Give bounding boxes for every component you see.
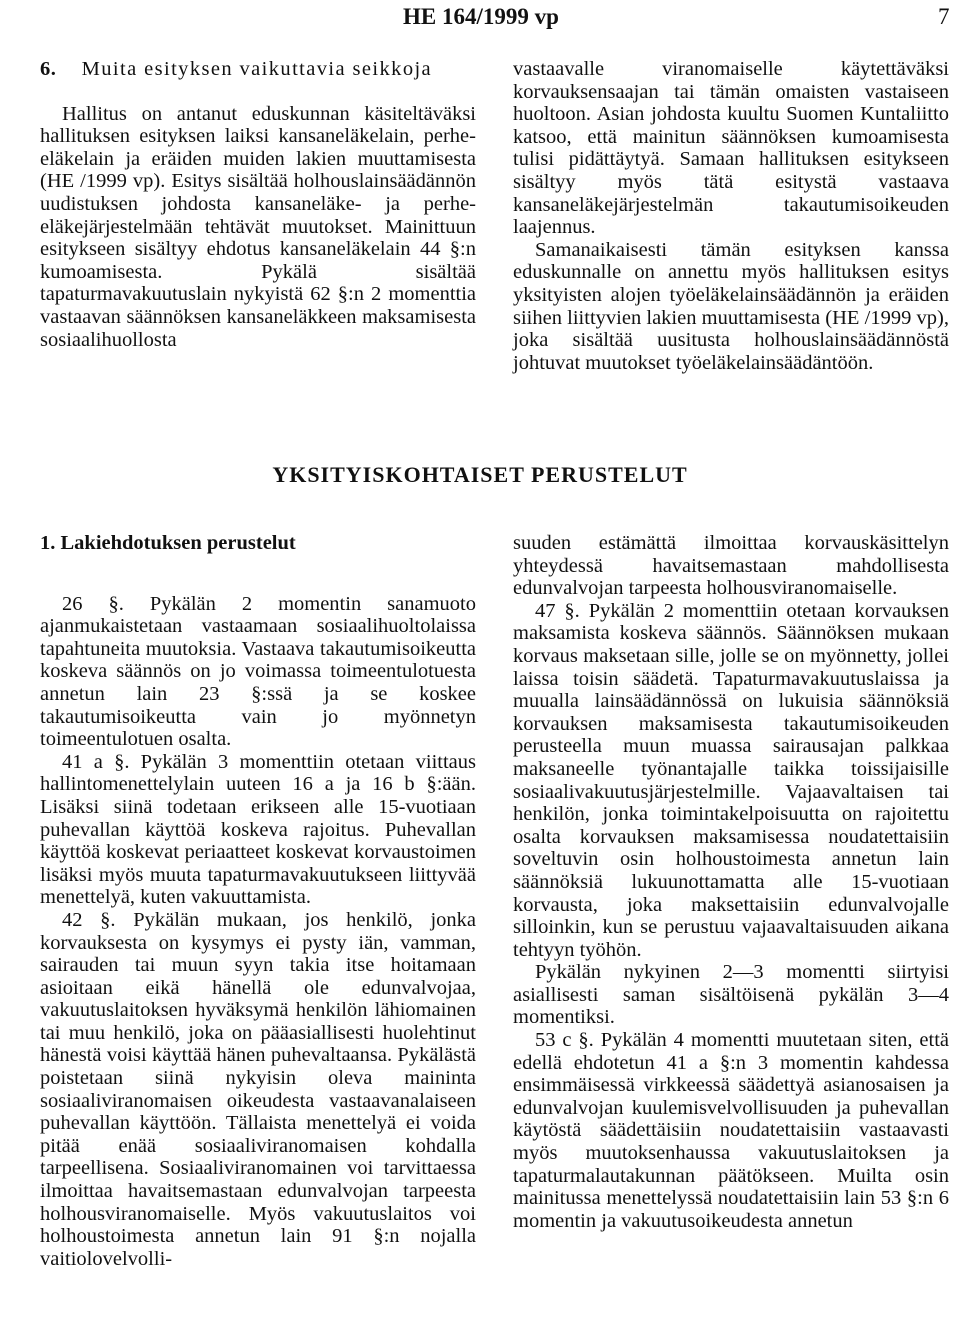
top-left-column — [40, 58, 476, 351]
paragraph: 42 §. Pykälän mukaan, jos henkilö, jonka korvauksesta on kysymys ei pysty iän, vamman, sairauden tai muun syyn takia itse hoitamaan asioitaan eikä hänellä ole edunvalvojaa, vakuutuslaitoksen hyväksymä henkilön lähiomainen tai muu henkilö, joka on pääasiallisesti huolehtinut hänestä voisi käyttää hänen puhevaltaansa. Pykälästä poistetaan siinä nykyisin oleva maininta sosiaaliviranomaisen oikeudesta vastaavanalaiseen puhevallan käyttöön. Tällaista menettelyä ei voida pitää enää sosiaaliviranomaisen kohdalla tarpeellisena. Sosiaaliviranomainen voi tarvittaessa ilmoittaa havaitsemastaan edunvalvojan tarpeesta holhousviranomaiselle. Myös vakuutuslaitos voi holhoustoimesta annetun lain 91 §:n nojalla vaitiolovelvolli- — [40, 908, 476, 1270]
top-right-column — [513, 58, 949, 374]
paragraph: Samanaikaisesti tämän esityksen kanssa eduskunnalle on annettu myös hallituksen esitys yksityisten alojen työeläkelainsäädännön ja eräiden siihen liittyvien lakien muuttamisesta (HE /1999 vp), joka sisältää uusitusta holhouslainsäädännöstä johtuvat muutokset työeläkelainsäädäntöön. — [513, 238, 949, 374]
paragraph: vastaavalle viranomaiselle käytettäväksi korvauksensaajan tai tämän omaisten vastaiseen huoltoon. Asian johdosta kuultu Suomen Kuntaliitto katsoo, että mainitun säännöksen kumoamisesta tulisi pidättäytyä. Samaan hallituksen esitykseen sisältyy myös tätä esitystä vastaava kansaneläkejärjestelmän takautumisoikeuden laajennus. — [513, 58, 949, 239]
bottom-right-column — [513, 532, 949, 1232]
main-heading: YKSITYISKOHTAISET PERUSTELUT — [272, 462, 688, 487]
paragraph: 47 §. Pykälän 2 momenttiin otetaan korvauksen maksamista koskeva säännös. Säännöksen mukaan korvaus maksetaan sille, jolle se on myönnetty, jollei laissa toisin säädetä. Tapaturmavakuutuslaissa ja muualla lainsäädännössä on lukuisia säännöksiä korvauksen maksamisesta takautumisoikeuden perusteella muun muassa sairausajan palkkaa maksaneelle työnantajalle taikka toissijaisille sosiaalivakuutusjärjestelmille. Vajaavaltaisen tai henkilön, jonka toimintakelpoisuutta on rajoitettu osalta korvauksen maksamisessa noudatettaisiin soveltuvin osin holhoustoimesta annetun lain säännöksiä lukuunottamatta alle 15-vuotiaan korvausta, joka maksettaisiin edunvalvojalle silloinkin, kun se perustuu vajaavaltaisuuden aikana tehtyyn työhön. — [513, 599, 949, 961]
paragraph: suuden estämättä ilmoittaa korvauskäsittelyn yhteydessä havaitsemastaan mahdollisesta edunvalvojan tarpeesta holhousviranomaiselle. — [513, 532, 949, 600]
bottom-left-column — [40, 532, 476, 1270]
paragraph: Pykälän nykyinen 2—3 momentti siirtyisi asiallisesti saman sisältöisenä pykälän 3—4 momentiksi. — [513, 961, 949, 1029]
paragraph: 41 a §. Pykälän 3 momenttiin otetaan viittaus hallintomenettelylain uuteen 16 a ja 16 b §:ään. Lisäksi siinä todetaan erikseen alle 15-vuotiaan puhevallan käyttöä koskeva rajoitus. Puhevallan käyttöä koskevat periaatteet koskevat korvaustoimen lisäksi myös muuta tapaturmavakuutukseen liittyvää menettelyä, kuten vakuuttamista. — [40, 750, 476, 909]
section-title: Muita esityksen vaikuttavia seikkoja — [81, 58, 433, 80]
paragraph: Hallitus on antanut eduskunnan käsiteltäväksi hallituksen esityksen laiksi kansaneläkelain, perhe-eläkelain ja eräiden muiden lakien muuttamisesta (HE /1999 vp). Esitys sisältää holhouslainsäädännön uudistuksen johdosta kansaneläke- ja perhe-eläkejärjestelmään tehtävät muutokset. Mainittuun esitykseen sisältyy ehdotus kansaneläkelain 44 §:n kumoamisesta. Pykälä sisältää tapaturmavakuutuslain nykyistä 62 §:n 2 momenttia vastaavan säännöksen kansaneläkkeen maksamisesta sosiaalihuollosta — [40, 102, 476, 351]
paragraph: 26 §. Pykälän 2 momentin sanamuoto ajanmukaistetaan vastaamaan sosiaalihuoltolaissa tapahtuneita muutoksia. Vastaava takautumisoikeutta koskeva säännös on jo voimassa toimeentulotuesta annetun lain 23 §:ssä ja se koskee takautumisoikeutta vain jo myönnetyn toimeentulotuen osalta. — [40, 592, 476, 751]
section-heading — [40, 58, 476, 81]
subheading: 1. Lakiehdotuksen perustelut — [40, 532, 296, 554]
paragraph: 53 c §. Pykälän 4 momentti muutetaan siten, että edellä ehdotetun 41 a §:n 3 momentin kahdessa ensimmäisessä virkkeessä säädettyä asianosaisen ja edunvalvojan kuulemisvelvollisuuden ja puhevallan käytöstä säädettäisiin noudatettaisiin vastaavasti myös muutoksenhaussa vakuutuslaitoksen ja tapaturmalautakunnan päätökseen. Muilta osin mainitussa menettelyssä noudatettaisiin lain 53 §:n 6 momentin ja vakuutusoikeudesta annetun — [513, 1029, 949, 1232]
section-number: 6. — [40, 58, 57, 80]
document-reference: HE 164/1999 vp — [403, 4, 559, 29]
running-header — [0, 4, 960, 30]
page-number: 7 — [938, 4, 950, 29]
